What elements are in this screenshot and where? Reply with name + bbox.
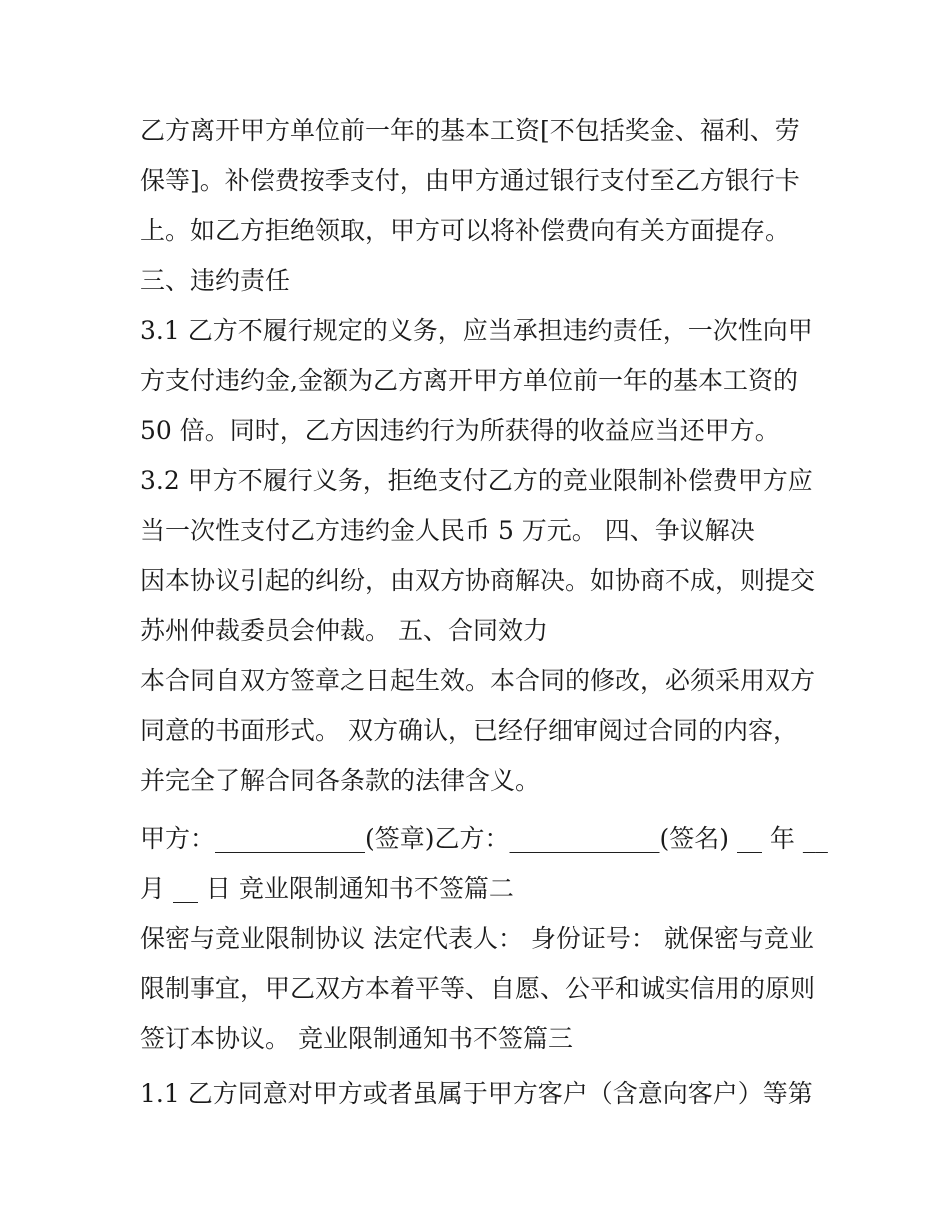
text-line: 同意的书面形式。 双方确认，已经仔细审阅过合同的内容， — [140, 716, 798, 745]
text-line: 因本协议引起的纠纷，由双方协商解决。如协商不成，则提交 — [140, 566, 816, 595]
signature-line: 甲方：____________(签章)乙方：____________(签名) __ 年 __ — [140, 824, 828, 853]
text-line: 本合同自双方签章之日起生效。本合同的修改，必须采用双方 — [140, 666, 816, 695]
text-line: 月 __ 日 竞业限制通知书不签篇二 — [140, 874, 514, 903]
text-line: 1.1 乙方同意对甲方或者虽属于甲方客户（含意向客户）等第 — [140, 1079, 813, 1108]
text-line: 方支付违约金,金额为乙方离开甲方单位前一年的基本工资的 — [140, 366, 798, 395]
text-line: 乙方离开甲方单位前一年的基本工资[不包括奖金、福利、劳 — [140, 116, 800, 145]
section-heading: 三、违约责任 — [140, 266, 291, 295]
text-line: 限制事宜，甲乙双方本着平等、自愿、公平和诚实信用的原则 — [140, 974, 816, 1003]
text-line: 保密与竞业限制协议 法定代表人： 身份证号： 就保密与竞业 — [140, 924, 814, 953]
text-line: 上。如乙方拒绝领取，甲方可以将补偿费向有关方面提存。 — [140, 216, 791, 245]
text-line: 50 倍。同时，乙方因违约行为所获得的收益应当还甲方。 — [140, 416, 780, 445]
text-line: 3.1 乙方不履行规定的义务，应当承担违约责任，一次性向甲 — [140, 316, 813, 345]
text-line: 签订本协议。 竞业限制通知书不签篇三 — [140, 1024, 573, 1053]
text-line: 保等]。补偿费按季支付，由甲方通过银行支付至乙方银行卡 — [140, 166, 800, 195]
text-line: 当一次性支付乙方违约金人民币 5 万元。 四、争议解决 — [140, 516, 755, 545]
text-line: 并完全了解合同各条款的法律含义。 — [140, 766, 541, 795]
text-line: 3.2 甲方不履行义务，拒绝支付乙方的竞业限制补偿费甲方应 — [140, 466, 813, 495]
text-line: 苏州仲裁委员会仲裁。 五、合同效力 — [140, 616, 548, 645]
